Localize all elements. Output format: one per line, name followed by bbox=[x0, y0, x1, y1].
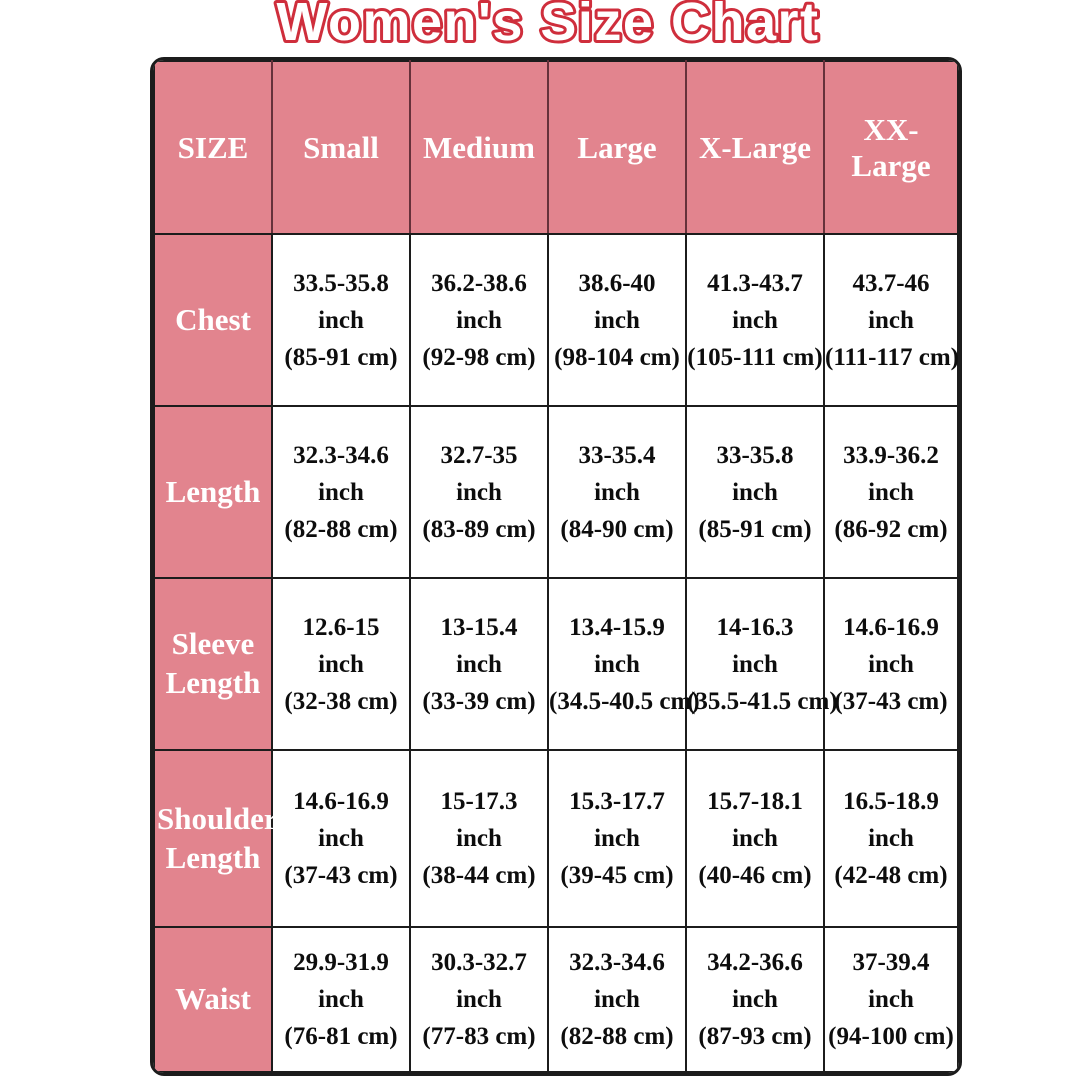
cell-line-unit: inch bbox=[456, 650, 502, 678]
cell-line-inches: 37-39.4 bbox=[852, 949, 930, 976]
table-row bbox=[154, 234, 958, 406]
cell-line-unit: inch bbox=[594, 306, 640, 334]
measurement-cell bbox=[686, 406, 824, 578]
size-table bbox=[150, 57, 962, 1076]
cell-line-cm: (38-44 cm) bbox=[422, 862, 536, 889]
measurement-cell bbox=[272, 406, 410, 578]
cell-line-inches: 14-16.3 bbox=[716, 613, 794, 641]
cell-line-cm: (85-91 cm) bbox=[284, 343, 398, 371]
cell-line-inches: 38.6-40 bbox=[578, 269, 656, 297]
cell-line-inches: 33-35.4 bbox=[578, 441, 656, 469]
cell-line-unit: inch bbox=[456, 825, 502, 852]
measurement-cell bbox=[824, 578, 958, 750]
cell-line-inches: 43.7-46 bbox=[852, 269, 930, 297]
cell-line-inches: 32.7-35 bbox=[440, 441, 518, 469]
cell-line-unit: inch bbox=[594, 650, 640, 678]
measurement-cell bbox=[686, 750, 824, 927]
cell-line-unit: inch bbox=[456, 306, 502, 334]
cell-line-unit: inch bbox=[456, 986, 502, 1013]
cell-line-unit: inch bbox=[318, 478, 364, 506]
cell-line-unit: inch bbox=[868, 650, 914, 678]
cell-line-inches: 34.2-36.6 bbox=[707, 949, 803, 976]
cell-line-inches: 33-35.8 bbox=[716, 441, 794, 469]
cell-line-unit: inch bbox=[318, 825, 364, 852]
cell-line-cm: (94-100 cm) bbox=[828, 1023, 954, 1050]
measurement-cell bbox=[548, 234, 686, 406]
cell-line-cm: (35.5-41.5 cm) bbox=[687, 687, 838, 715]
measurement-cell bbox=[272, 234, 410, 406]
cell-line-inches: 15-17.3 bbox=[440, 788, 518, 815]
cell-line-cm: (42-48 cm) bbox=[834, 862, 948, 889]
cell-line-cm: (37-43 cm) bbox=[834, 687, 948, 715]
cell-line-unit: inch bbox=[868, 825, 914, 852]
cell-line-cm: (111-117 cm) bbox=[825, 343, 960, 371]
cell-line-inches: 32.3-34.6 bbox=[293, 441, 389, 469]
table-row bbox=[154, 927, 958, 1072]
cell-line-unit: inch bbox=[868, 986, 914, 1013]
row-label: Waist bbox=[154, 927, 272, 1072]
cell-line-unit: inch bbox=[868, 306, 914, 334]
cell-line-cm: (77-83 cm) bbox=[422, 1023, 536, 1050]
cell-line-unit: inch bbox=[868, 478, 914, 506]
cell-line-cm: (33-39 cm) bbox=[422, 687, 536, 715]
cell-line-inches: 15.7-18.1 bbox=[707, 788, 803, 815]
cell-line-unit: inch bbox=[318, 650, 364, 678]
cell-line-cm: (32-38 cm) bbox=[284, 687, 398, 715]
cell-line-unit: inch bbox=[456, 478, 502, 506]
measurement-cell bbox=[686, 578, 838, 750]
measurement-cell bbox=[410, 927, 548, 1072]
column-header-x-large: X-Large bbox=[686, 61, 824, 234]
measurement-cell bbox=[410, 578, 548, 750]
table-row bbox=[154, 406, 958, 578]
cell-line-cm: (37-43 cm) bbox=[284, 862, 398, 889]
cell-line-unit: inch bbox=[594, 825, 640, 852]
cell-line-inches: 14.6-16.9 bbox=[293, 788, 389, 815]
measurement-cell bbox=[824, 927, 958, 1072]
size-table-body bbox=[154, 234, 958, 1072]
measurement-cell bbox=[686, 927, 824, 1072]
cell-line-cm: (76-81 cm) bbox=[284, 1023, 398, 1050]
measurement-cell bbox=[272, 750, 410, 927]
measurement-cell bbox=[686, 234, 824, 406]
cell-line-unit: inch bbox=[594, 986, 640, 1013]
cell-line-inches: 41.3-43.7 bbox=[707, 269, 803, 297]
column-header-medium: Medium bbox=[410, 61, 548, 234]
column-header-small: Small bbox=[272, 61, 410, 234]
cell-line-inches: 12.6-15 bbox=[302, 613, 380, 641]
cell-line-cm: (83-89 cm) bbox=[422, 515, 536, 543]
size-table-grid bbox=[153, 60, 959, 1073]
row-label: Sleeve Length bbox=[154, 578, 272, 750]
cell-line-inches: 15.3-17.7 bbox=[569, 788, 665, 815]
cell-line-inches: 13-15.4 bbox=[440, 613, 518, 641]
measurement-cell bbox=[824, 750, 958, 927]
measurement-cell bbox=[824, 234, 958, 406]
cell-line-cm: (87-93 cm) bbox=[698, 1023, 812, 1050]
measurement-cell bbox=[824, 406, 958, 578]
measurement-cell bbox=[548, 927, 686, 1072]
row-label: Shoulder Length bbox=[154, 750, 272, 927]
measurement-cell bbox=[410, 750, 548, 927]
header-row bbox=[154, 61, 958, 234]
cell-line-inches: 29.9-31.9 bbox=[293, 949, 389, 976]
column-header-xx-large: XX-Large bbox=[824, 61, 958, 234]
page-title-text: Women's Size Chart bbox=[276, 0, 820, 52]
measurement-cell bbox=[548, 406, 686, 578]
cell-line-inches: 32.3-34.6 bbox=[569, 949, 665, 976]
cell-line-cm: (86-92 cm) bbox=[834, 515, 948, 543]
cell-line-unit: inch bbox=[318, 986, 364, 1013]
cell-line-unit: inch bbox=[732, 650, 778, 678]
cell-line-cm: (98-104 cm) bbox=[554, 343, 680, 371]
size-header-cell: SIZE bbox=[154, 61, 272, 234]
cell-line-unit: inch bbox=[732, 478, 778, 506]
cell-line-inches: 33.9-36.2 bbox=[843, 441, 939, 469]
measurement-cell bbox=[410, 406, 548, 578]
table-row bbox=[154, 750, 958, 927]
cell-line-inches: 14.6-16.9 bbox=[843, 613, 939, 641]
cell-line-unit: inch bbox=[732, 986, 778, 1013]
measurement-cell bbox=[410, 234, 548, 406]
cell-line-inches: 16.5-18.9 bbox=[843, 788, 939, 815]
cell-line-cm: (85-91 cm) bbox=[698, 515, 812, 543]
row-label: Chest bbox=[154, 234, 272, 406]
cell-line-cm: (82-88 cm) bbox=[560, 1023, 674, 1050]
cell-line-cm: (39-45 cm) bbox=[560, 862, 674, 889]
cell-line-unit: inch bbox=[732, 306, 778, 334]
cell-line-unit: inch bbox=[318, 306, 364, 334]
cell-line-inches: 13.4-15.9 bbox=[569, 613, 665, 641]
measurement-cell bbox=[548, 750, 686, 927]
cell-line-cm: (84-90 cm) bbox=[560, 515, 674, 543]
cell-line-inches: 33.5-35.8 bbox=[293, 269, 389, 297]
cell-line-cm: (34.5-40.5 cm) bbox=[549, 687, 700, 715]
cell-line-cm: (40-46 cm) bbox=[698, 862, 812, 889]
cell-line-cm: (105-111 cm) bbox=[687, 343, 823, 371]
cell-line-cm: (82-88 cm) bbox=[284, 515, 398, 543]
measurement-cell bbox=[548, 578, 700, 750]
cell-line-inches: 30.3-32.7 bbox=[431, 949, 527, 976]
table-row bbox=[154, 578, 958, 750]
cell-line-unit: inch bbox=[732, 825, 778, 852]
cell-line-inches: 36.2-38.6 bbox=[431, 269, 527, 297]
measurement-cell bbox=[272, 578, 410, 750]
cell-line-unit: inch bbox=[594, 478, 640, 506]
measurement-cell bbox=[272, 927, 410, 1072]
cell-line-cm: (92-98 cm) bbox=[422, 343, 536, 371]
column-header-large: Large bbox=[548, 61, 686, 234]
page-title bbox=[0, 0, 1080, 54]
row-label: Length bbox=[154, 406, 272, 578]
